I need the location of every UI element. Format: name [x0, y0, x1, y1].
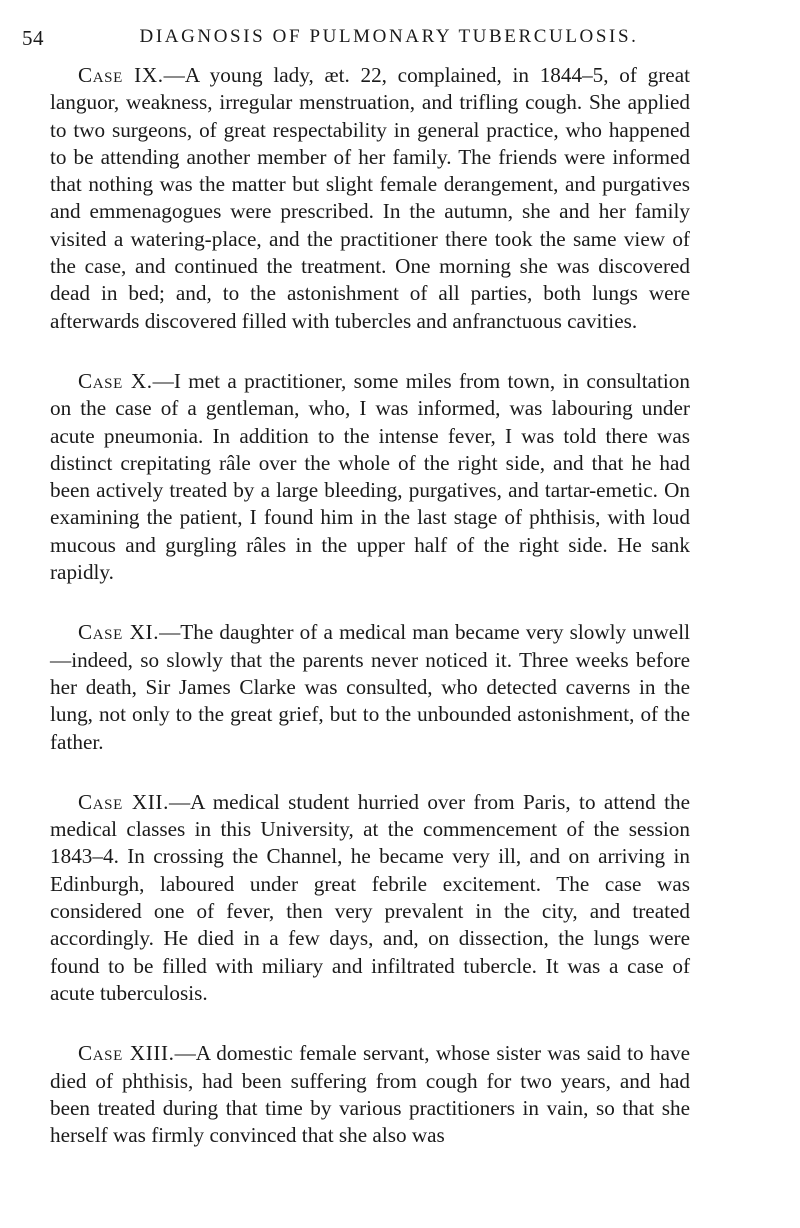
case-text: —A domestic female servant, whose sister was said to have died of phthisis, had been suffering from cough for two years, and had been treated during that time by various practitioners in vain, so that she herself was firmly convinced that she also was: [50, 1041, 690, 1148]
case-label: Case IX.: [78, 63, 164, 87]
case-text: —A medical student hurried over from Paris, to attend the medical classes in this University, at the commencement of the session 1843–4. In crossing the Channel, he became very ill, and on arriving in Edinburgh, laboured under great febrile excitement. The case was considered one of fever, then very prevalent in the city, and treated accordingly. He died in a few days, and, on dissection, the lungs were found to be filled with miliary and infiltrated tubercle. It was a case of acute tuberculosis.: [50, 789, 690, 1005]
case-text: —A young lady, æt. 22, complained, in 1844–5, of great languor, weakness, irregular menstruation, and trifling cough. She applied to two surgeons, of great respectability in general practice, who happened to be attending another member of her family. The friends were informed that nothing was the matter but slight female derangement, and purgatives and emmenagogues were prescribed. In the autumn, she and her family visited a watering-place, and the practitioner there took the same view of the case, and continued the treatment. One morning she was discovered dead in bed; and, to the astonishment of all parties, both lungs were afterwards discovered filled with tubercles and anfranctuous cavities.: [50, 63, 690, 333]
case-paragraph-xi: [50, 619, 690, 755]
case-label: Case X.: [78, 368, 153, 393]
case-text: —The daughter of a medical man became very slowly unwell—indeed, so slowly that the parents never noticed it. Three weeks before her death, Sir James Clarke was consulted, who detected caverns in the lung, not only to the great grief, but to the unbounded astonishment, of the father.: [50, 620, 690, 754]
running-head: [22, 26, 690, 52]
running-title: DIAGNOSIS OF PULMONARY TUBERCULOSIS.: [139, 26, 639, 47]
case-label: Case XIII.: [78, 1041, 175, 1066]
case-paragraph-xii: [50, 789, 690, 1007]
body-text: [50, 62, 690, 1182]
case-text: —I met a practitioner, some miles from town, in consultation on the case of a gentleman, who, I was informed, was labouring under acute pneumonia. In addition to the intense fever, I was told there was distinct crepitating râle over the whole of the right side, and that he had been actively treated by a large bleeding, purgatives, and tartar-emetic. On examining the patient, I found him in the last stage of phthisis, with loud mucous and gurgling râles in the upper half of the right side. He sank rapidly.: [50, 368, 690, 585]
page-number: 54: [22, 26, 44, 50]
case-paragraph-xiii: [50, 1040, 690, 1149]
case-paragraph-ix: [50, 62, 690, 335]
case-label: Case XI.: [78, 620, 160, 645]
case-label: Case XII.: [78, 789, 169, 814]
case-paragraph-x: [50, 368, 690, 586]
